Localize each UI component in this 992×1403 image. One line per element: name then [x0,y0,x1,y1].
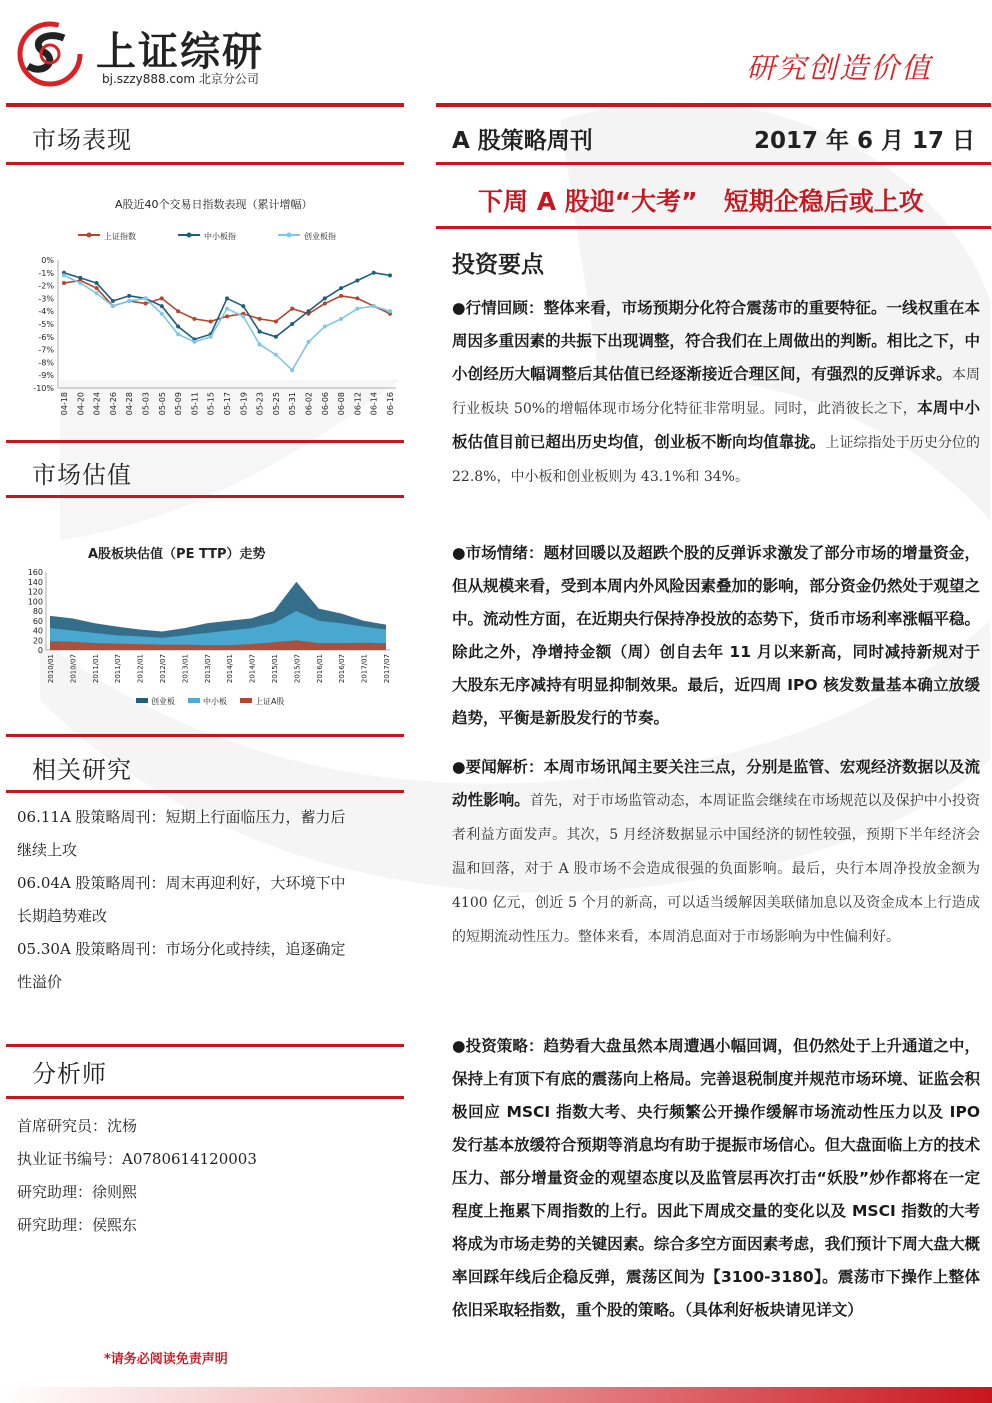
x-tick-label: 2012/07 [159,654,167,684]
y-tick-label: -9% [38,371,54,381]
legend-label: 中小板指 [204,232,236,241]
paragraph-market-review: ●行情回顾：整体来看，市场预期分化符合震荡市的重要特征。一线权重在本周因多重因素的共振下出现调整，符合我们在上周做出的判断。相比之下，中小创经历大幅调整后其估值已经逐渐接近合理区间，有强烈的反弹诉求。本周行业板块 50%的增幅体现市场分化特征非常明显。同时，此消彼长之下，本周中小板估值目前已超出历史均值，创业板不断向均值靠拢。上证综指处于历史分位的 22.8%，中小板和创业板则为 43.1%和 34%。 [452,299,980,485]
data-point [144,302,148,306]
y-tick-label: 0 [37,646,43,655]
section-title-analysts: 分析师 [32,1060,107,1088]
data-point [355,278,359,282]
data-point [388,309,392,313]
research-item[interactable] [17,801,346,867]
x-tick-label: 2016/01 [315,654,324,684]
research-item-line: 06.11A 股策略周刊：短期上行面临压力，蓄力后 [17,808,346,826]
x-tick-label: 05-31 [288,392,298,416]
x-tick-label: 05-11 [190,392,200,416]
data-point [160,312,164,316]
y-tick-label: -8% [38,358,54,368]
x-tick-label: 2016/07 [338,654,347,684]
x-tick-label: 2013/01 [181,654,190,684]
analyst-license: 执业证书编号：A0780614120003 [17,1150,257,1168]
headline-divider [436,226,991,229]
x-tick-label: 2017/07 [383,654,391,684]
x-tick-label: 05-23 [255,392,265,416]
legend-label: 创业板指 [304,232,336,241]
y-tick-label: -3% [38,294,54,304]
data-point [78,281,82,285]
brand-name: 上证综研 [96,29,264,75]
x-tick-label: 05-03 [141,392,151,416]
research-item-line: 长期趋势难改 [17,907,108,925]
y-tick-label: 140 [27,577,43,587]
research-item[interactable] [17,867,346,933]
data-point [176,325,180,329]
chart-title: A股板块估值（PE TTP）走势 [88,547,266,562]
data-point [209,335,213,339]
section-divider [6,1096,404,1099]
data-point [323,296,327,300]
analyst-assistant: 研究助理：徐则熙 [17,1183,138,1201]
data-point [274,353,278,357]
data-point [274,335,278,339]
brand-logo [14,18,92,92]
x-tick-label: 05-05 [157,392,167,416]
x-tick-label: 2015/07 [293,654,302,684]
data-point [192,340,196,344]
data-point [209,319,213,323]
data-point [355,307,359,311]
data-point [372,304,376,308]
data-point [176,332,180,336]
data-point [241,304,245,308]
valuation-chart [18,538,398,710]
research-item-line: 性溢价 [17,973,63,991]
data-point [258,330,262,334]
data-point [160,296,164,300]
key-points-title: 投资要点 [452,252,544,278]
x-tick-label: 05-17 [223,392,232,416]
data-point [241,314,245,318]
data-point [192,317,196,321]
x-tick-label: 05-25 [271,392,281,416]
x-tick-label: 04-26 [108,392,118,416]
data-point [225,314,229,318]
data-point [388,273,392,277]
data-point [323,302,327,306]
legend-marker [87,233,92,238]
y-tick-label: 20 [32,636,43,646]
index-performance-chart [20,188,406,428]
y-tick-label: -5% [38,320,54,329]
section-divider-top [6,1044,404,1047]
data-point [339,286,343,290]
legend-label: 上证指数 [104,232,136,241]
legend-marker [287,233,292,238]
data-point [160,304,164,308]
x-tick-label: 2010/07 [69,654,78,684]
data-point [127,299,131,303]
x-tick-label: 04-20 [76,392,86,416]
legend-marker [187,233,192,238]
data-point [274,319,278,323]
section-title-related-research: 相关研究 [32,756,132,784]
legend-label: 中小板 [203,697,227,706]
x-tick-label: 06-12 [353,392,363,416]
legend-swatch [136,698,148,703]
disclaimer-link[interactable]: *请务必阅读免责声明 [104,1352,228,1367]
data-point [339,317,343,321]
x-tick-label: 2017/01 [360,654,369,684]
data-point [225,307,229,311]
section-divider [6,495,404,498]
legend-label: 上证A股 [255,697,285,706]
data-point [111,304,115,308]
analyst-chief: 首席研究员：沈杨 [17,1117,138,1135]
y-tick-label: -7% [38,345,54,355]
data-point [62,273,66,277]
x-tick-label: 2011/01 [91,654,100,684]
data-point [95,291,99,295]
logo-s-icon [14,18,92,88]
data-point [111,299,115,303]
legend-label: 创业板 [151,697,175,706]
data-point [78,276,82,280]
y-tick-label: 120 [27,587,43,597]
slogan: 研究创造价值 [746,51,933,85]
x-tick-label: 05-15 [206,392,216,416]
x-tick-label: 05-19 [239,392,249,416]
y-tick-label: -2% [38,281,54,291]
y-tick-label: 40 [32,626,43,636]
section-title-market-performance: 市场表现 [32,126,132,154]
y-tick-label: -4% [38,307,54,317]
x-tick-label: 06-14 [369,392,379,416]
research-item-line: 06.04A 股策略周刊：周末再迎利好，大环境下中 [17,874,346,892]
x-tick-label: 06-08 [337,392,347,416]
section-divider-top [6,440,404,443]
brand-url: bj.szzy888.com 北京分公司 [102,72,259,86]
data-point [144,296,148,300]
x-tick-label: 04-18 [60,392,69,416]
y-tick-label: 60 [32,616,43,626]
x-tick-label: 2010/01 [47,654,55,684]
research-item-line: 05.30A 股策略周刊：市场分化或持续，追逐确定 [17,940,346,958]
y-tick-label: -1% [38,268,54,278]
x-tick-label: 2012/01 [136,654,145,684]
research-item[interactable] [17,933,346,999]
x-tick-label: 2013/07 [203,654,212,684]
data-point [290,368,294,372]
x-tick-label: 06-16 [386,392,395,416]
y-tick-label: -10% [33,384,54,393]
x-tick-label: 2014/07 [248,654,257,684]
x-tick-label: 06-02 [304,392,314,416]
x-tick-label: 2014/01 [226,654,235,684]
x-tick-label: 04-28 [125,392,135,416]
chart-title: A股近40个交易日指数表现（累计增幅） [115,198,313,211]
report-date: 2017 年 6 月 17 日 [754,128,976,154]
x-tick-label: 2015/01 [271,654,279,684]
headline: 下周 A 股迎“大考” 短期企稳后或上攻 [478,187,924,216]
legend-swatch [188,698,200,703]
data-point [323,325,327,329]
section-divider [6,790,404,793]
x-tick-label: 05-09 [174,392,184,416]
data-point [290,307,294,311]
data-point [258,342,262,346]
data-point [62,281,66,285]
header-bar-right [436,103,991,107]
data-point [372,271,376,275]
x-tick-label: 2011/07 [114,654,123,684]
y-tick-label: 0% [41,256,54,265]
paragraph-news-analysis: ●要闻解析：本周市场讯闻主要关注三点，分别是监管、宏观经济数据以及流动性影响。首先，对于市场监管动态，本周证监会继续在市场规范以及保护中小投资者利益方面发声。其次，5 月经济数据显示中国经济的韧性较强，预期下半年经济会温和回落，对于 A 股市场不会造成很强的负面影响。最后，央行本周净投放金额为 4100 亿元，创近 5 个月的新高，可以适当缓解因美联储加息以及资金成本上行造成的短期流动性压力。整体来看，本周消息面对于市场影响为中性偏利好。 [452,758,980,945]
report-name: A 股策略周刊 [452,128,593,154]
data-point [95,281,99,285]
y-tick-label: 100 [27,597,43,607]
footer-stripe [0,1383,992,1403]
y-tick-label: -6% [38,332,54,342]
header-bar-left [6,103,404,107]
section-divider [6,162,404,165]
analyst-assistant: 研究助理：侯熙东 [17,1216,138,1234]
data-point [258,317,262,321]
paragraph-market-sentiment: ●市场情绪：题材回暖以及超跌个股的反弹诉求激发了部分市场的增量资金，但从规模来看，受到本周内外风险因素叠加的影响，部分资金仍然处于观望之中。流动性方面，在近期央行保持净投放的态势下，货币市场利率涨幅平稳。除此之外，净增持金额（周）创自去年 11 月以来新高，同时减持新规对于大股东无序减持有明显抑制效果。最后，近四周 IPO 核发数量基本确立放缓趋势，平衡是新股发行的节奏。 [452,544,980,727]
section-title-market-valuation: 市场估值 [32,461,132,489]
y-tick-label: 80 [32,607,43,616]
section-divider-top [6,734,404,737]
data-point [307,340,311,344]
data-point [176,309,180,313]
data-point [339,294,343,298]
paragraph-investment-strategy: ●投资策略：趋势看大盘虽然本周遭遇小幅回调，但仍然处于上升通道之中，保持上有顶下有底的震荡向上格局。完善退税制度并规范市场环境、证监会积极回应 MSCI 指数大考、央行频繁公开操作缓解市场流动性压力以及 IPO 发行基本放缓符合预期等消息均有助于提振市场信心。但大盘面临上方的技术压力、部分增量资金的观望态度以及监管层再次打击“妖股”炒作都将在一定程度上拖累下周指数的上行。因此下周成交量的变化以及 MSCI 指数的大考将成为市场走势的关键因素。综合多空方面因素考虑，我们预计下周大盘大概率回踩年线后企稳反弹，震荡区间为【3100-3180】。震荡市下操作上整体依旧采取轻指数，重个股的策略。（具体利好板块请见详文） [452,1037,980,1319]
legend-swatch [240,698,252,703]
data-point [290,322,294,326]
data-point [95,286,99,290]
x-tick-label: 06-06 [320,392,330,416]
header-row-divider [436,162,991,165]
data-point [127,294,131,298]
data-point [355,296,359,300]
data-point [225,296,229,300]
research-item-line: 继续上攻 [17,841,78,859]
x-tick-label: 04-24 [92,392,102,416]
y-tick-label: 160 [27,568,43,577]
data-point [307,309,311,313]
